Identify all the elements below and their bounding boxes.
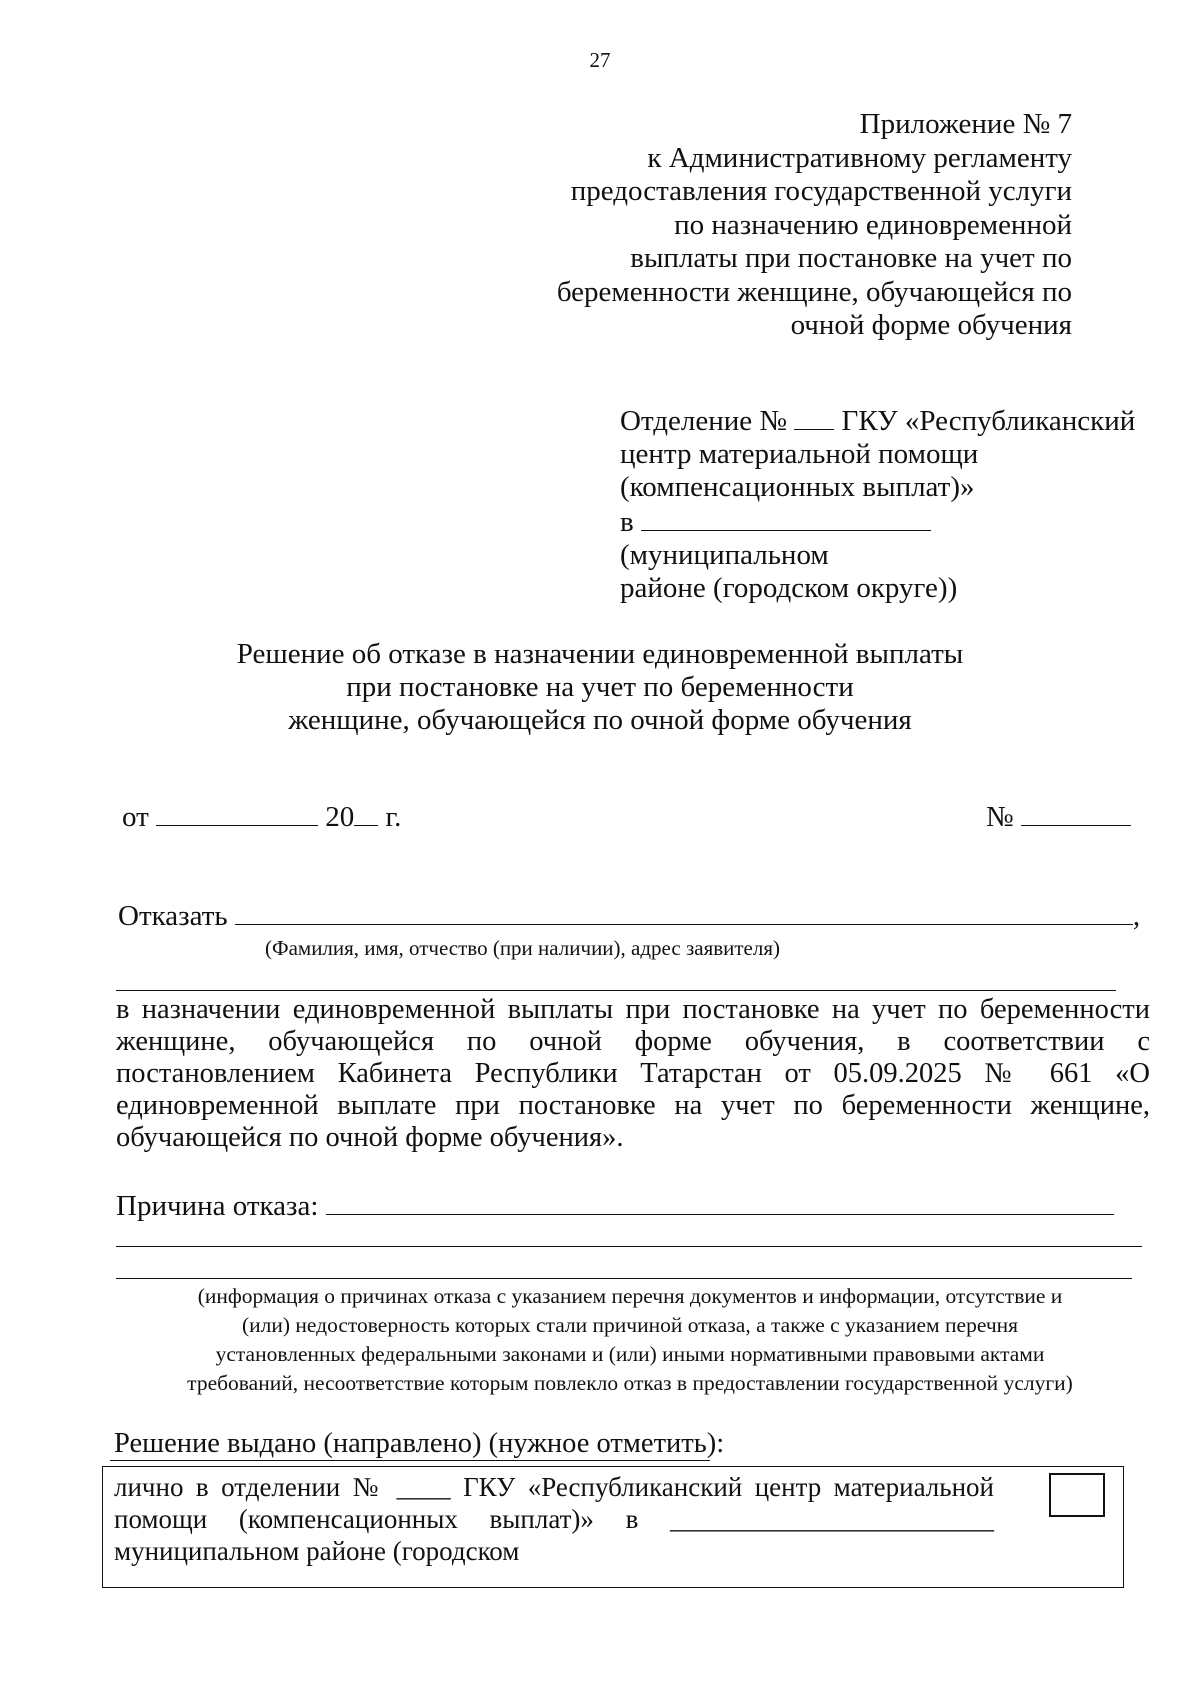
appendix-line: беременности женщине, обучающейся по [556, 275, 1072, 308]
date-from-label: от [122, 801, 149, 833]
applicant-hint: (Фамилия, имя, отчество (при наличии), адрес заявителя) [265, 936, 781, 960]
municipality-field[interactable] [641, 504, 931, 531]
recipient-block [620, 403, 1140, 605]
title-line: при постановке на учет по беременности [346, 671, 854, 703]
department-number-label: Отделение № [620, 405, 788, 437]
reason-hint-line: требований, несоответствие которым повлекло отказ в предоставлении государственной услуги) [187, 1371, 1073, 1395]
refuse-comma: , [1132, 900, 1141, 932]
recipient-line-5: районе (городском округе)) [620, 572, 958, 604]
appendix-line: предоставления государственной услуги [570, 175, 1072, 207]
reason-hint-line: установленных федеральными законами и (или) иными нормативными правовыми актами [215, 1342, 1045, 1366]
issued-title-underline [110, 1460, 710, 1461]
appendix-line: к Административному регламенту [647, 141, 1072, 174]
reason-hint-line: (информация о причинах отказа с указанием перечня документов и информации, отсутствие и [197, 1284, 1063, 1308]
reason-hint-line: (или) недостоверность которых стали причиной отказа, а также с указанием перечня [241, 1313, 1019, 1337]
issued-title: Решение выдано (направлено) (нужное отметить): [114, 1428, 725, 1459]
reason-hint [110, 1282, 1150, 1398]
applicant-field[interactable] [235, 898, 1133, 925]
applicant-line-2[interactable] [116, 990, 1116, 991]
issued-option-in-person: лично в отделении № ____ ГКУ «Республиканский центр материальной помощи (компенсационных выплат)» в ________________________ муниципальном районе (городском [114, 1472, 994, 1566]
date-row [122, 799, 401, 834]
in-label: в [620, 506, 634, 538]
title-line: Решение об отказе в назначении единовременной выплаты [236, 638, 964, 670]
number-label: № [986, 801, 1014, 833]
year-suffix: г. [385, 801, 402, 833]
department-number-field[interactable] [794, 403, 834, 430]
reason-row [116, 1188, 1114, 1223]
reason-field-2[interactable] [116, 1246, 1142, 1247]
page-number: 27 [589, 48, 611, 72]
recipient-line-4 [620, 504, 1140, 572]
appendix-header [557, 108, 1072, 343]
recipient-line-2: центр материальной помощи [620, 438, 979, 470]
appendix-line: очной форме обучения [790, 309, 1072, 341]
municipality-suffix: (муниципальном [620, 539, 829, 571]
appendix-line: Приложение № 7 [859, 108, 1072, 140]
refuse-row [118, 898, 1140, 933]
agency-name: ГКУ «Республиканский [841, 405, 1136, 437]
number-row [986, 799, 1131, 834]
appendix-line: по назначению единовременной [674, 208, 1072, 241]
number-field[interactable] [1021, 799, 1131, 826]
recipient-line-3: (компенсационных выплат)» [620, 471, 975, 503]
document-title [0, 638, 1200, 737]
body-text: в назначении единовременной выплаты при постановке на учет по беременности женщине, обучающейся по очной форме обучения, в соответствии с постановлением Кабинета Республики Татарстан от 05.09.2025 № 661 «О единовременной выплате при постановке на учет по беременности женщине, обучающейся по очной форме обучения». [116, 994, 1150, 1153]
reason-field-1[interactable] [326, 1188, 1114, 1215]
date-field[interactable] [156, 799, 318, 826]
appendix-line: выплаты при постановке на учет по [630, 242, 1072, 274]
title-line: женщине, обучающейся по очной форме обучения [288, 704, 912, 736]
year-prefix: 20 [325, 801, 355, 833]
reason-field-3[interactable] [116, 1278, 1132, 1279]
in-person-checkbox[interactable] [1049, 1473, 1105, 1517]
year-field[interactable] [354, 799, 378, 826]
refuse-label: Отказать [118, 900, 228, 932]
reason-label: Причина отказа: [116, 1190, 319, 1222]
recipient-line-1 [620, 403, 1140, 438]
